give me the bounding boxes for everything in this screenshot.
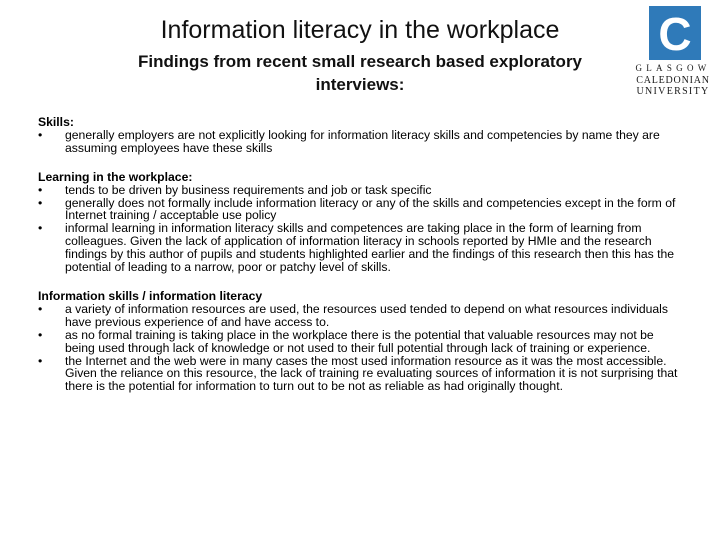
list-item — [38, 222, 678, 274]
bullet-icon: • — [38, 353, 43, 368]
bullet-icon: • — [38, 182, 43, 197]
list-item — [38, 329, 678, 355]
list-item — [38, 355, 678, 394]
bullet-icon: • — [38, 327, 43, 342]
logo-line-university: UNIVERSITY — [636, 86, 710, 97]
list-item — [38, 197, 678, 223]
university-logo — [628, 6, 718, 97]
bullet-icon: • — [38, 221, 43, 236]
bullet-icon: • — [38, 127, 43, 142]
section-heading: Information skills / information literacy — [38, 288, 263, 303]
section-heading: Learning in the workplace: — [38, 169, 193, 184]
section-learning — [38, 171, 678, 274]
bullet-list — [38, 303, 678, 393]
logo-line-glasgow: GLASGOW — [635, 63, 711, 73]
section-skills — [38, 116, 678, 155]
list-item-text: generally does not formally include information literacy or any of the skills and competencies except in the form of Internet training / acceptable use policy — [65, 195, 676, 223]
logo-c-icon — [649, 6, 701, 60]
list-item-text: a variety of information resources are used, the resources used tended to depend on what resources individuals have previous experience of and have access to. — [65, 301, 668, 329]
bullet-list — [38, 184, 678, 274]
list-item — [38, 303, 678, 329]
logo-mark-letter: C — [658, 8, 692, 60]
section-heading: Skills: — [38, 115, 74, 129]
bullet-icon: • — [38, 195, 43, 210]
page-title: Information literacy in the workplace — [160, 16, 560, 44]
bullet-icon: • — [38, 301, 43, 316]
logo-line-caledonian: CALEDONIAN — [636, 75, 710, 86]
slide-body — [38, 116, 678, 409]
list-item — [38, 129, 678, 155]
list-item-text: as no formal training is taking place in the workplace there is the potential that valuable resources may not be being used through lack of knowledge or not used to their full potential through lack of training or experience. — [65, 327, 654, 355]
list-item-text: informal learning in information literacy skills and competences are taking place in the form of learning from colleagues. Given the lack of application of information literacy in schools reported by HMIe and the research findings by this author of pupils and students highlighted earlier and the findings of this research then this has the potential of leading to a narrow, poor or patchy level of skills. — [65, 221, 675, 275]
page-subtitle: Findings from recent small research based exploratory interviews: — [137, 52, 583, 94]
list-item-text: tends to be driven by business requirements and job or task specific — [65, 182, 432, 197]
list-item-text: generally employers are not explicitly looking for information literacy skills and competencies by name they are assuming employees have these skills — [65, 127, 660, 155]
bullet-list — [38, 129, 678, 155]
list-item-text: the Internet and the web were in many cases the most used information resource as it was the most accessible. Given the reliance on this resource, the lack of training re evaluating sources of information it is not surprising that there is the potential for information to turn out to be not as reliable as had originally thought. — [65, 353, 678, 394]
section-information-skills — [38, 290, 678, 393]
